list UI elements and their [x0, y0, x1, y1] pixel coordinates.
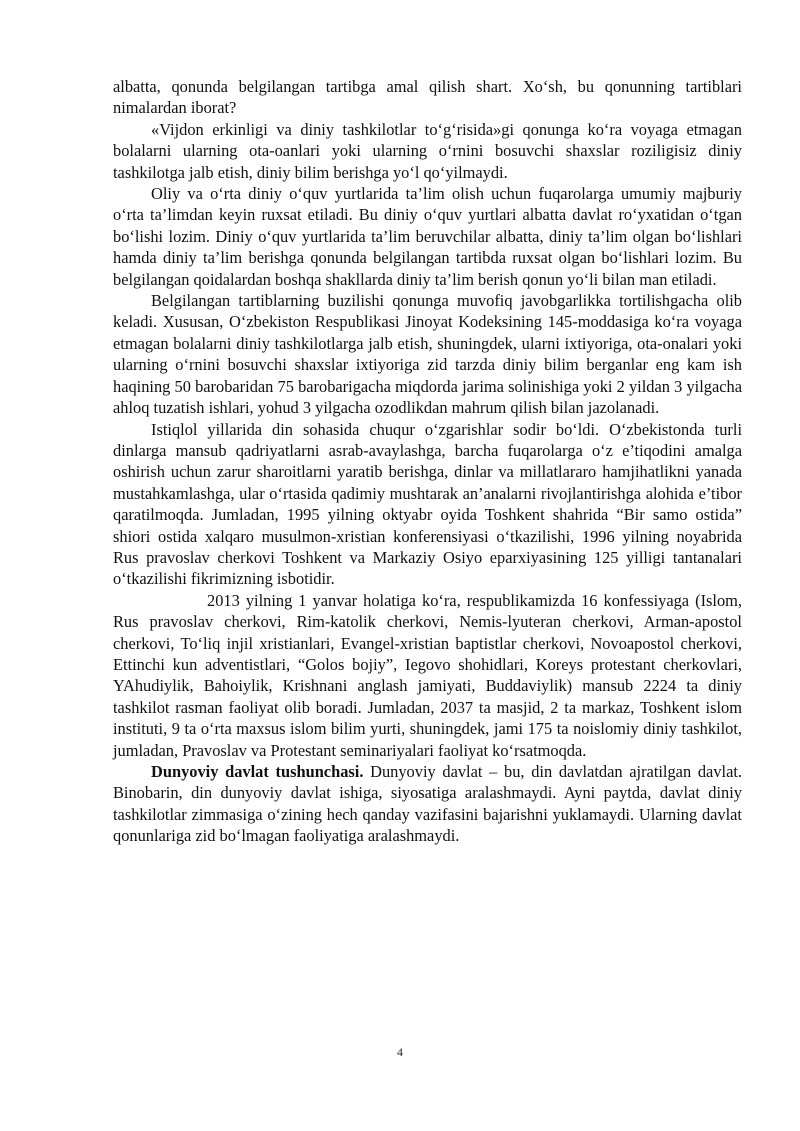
page-number: 4 [397, 1045, 403, 1059]
paragraph-secular-state [113, 761, 742, 847]
paragraph-law-quote: «Vijdon erkinligi va diniy tashkilotlar to‘g‘risida»gi qonunga ko‘ra voyaga etmagan bolalarni ularning ota-oanlari yoki ularning o‘rnini bosuvchi shaxslar roziligisiz diniy tashkilotga jalb etish, diniy bilim berishga yo‘l qo‘yilmaydi. [113, 119, 742, 182]
paragraph-religious-education: Oliy va o‘rta diniy o‘quv yurtlarida ta’lim olish uchun fuqarolarga umumiy majburiy o‘rta ta’limdan keyin ruxsat etiladi. Bu diniy o‘quv yurtlari albatta davlat ro‘yxatidan o‘tgan bo‘lishi lozim. Diniy o‘quv yurtlarida ta’lim beruvchilar albatta, diniy ta’lim olgan bo‘lishlari hamda diniy ta’lim berishga qonunda belgilangan tartibda ruxsat olgan bo‘lishlari lozim. Bu belgilangan qoidalardan boshqa shakllarda diniy ta’lim berish qonun yo‘li bilan man etiladi. [113, 184, 742, 289]
paragraph-liability: Belgilangan tartiblarning buzilishi qonunga muvofiq javobgarlikka tortilishgacha olib keladi. Xususan, O‘zbekiston Respublikasi Jinoyat Kodeksining 145-moddasiga ko‘ra voyaga etmagan bolalarni diniy tashkilotlarga jalb etish, shuningdek, ularni ixtiyoriga, ota-onalari yoki ularning o‘rnini bosuvchi shaxslar ixtiyoriga zid tarzda diniy bilim berganlar eng kam ish haqining 50 barobaridan 75 barobarigacha miqdorda jarima solinishiga yoki 2 yildan 3 yilgacha ahloq tuzatish ishlari, yohud 3 yilgacha ozodlikdan mahrum qilish bilan jazolanadi. [113, 291, 742, 418]
paragraph-continuation: albatta, qonunda belgilangan tartibga amal qilish shart. Xo‘sh, bu qonunning tartiblari nimalardan iborat? [113, 77, 742, 118]
definition-text: Dunyoviy davlat – bu, din davlatdan ajratilgan davlat. Binobarin, din dunyoviy davlat ishiga, siyosatiga aralashmaydi. Ayni paytda, davlat diniy tashkilotlar zimmasiga o‘zining hech qanday vazifasini bajarishni yuklamaydi. Ularning davlat qonunlariga zid bo‘lmagan faoliyatiga aralashmaydi. [113, 762, 742, 846]
paragraph-confessions: 2013 yilning 1 yanvar holatiga ko‘ra, respublikamizda 16 konfessiyaga (Islom, Rus pravoslav cherkovi, Rim-katolik cherkovi, Nemis-lyuteran cherkovi, Arman-apostol cherkovi, To‘liq injil xristianlari, Evangel-xristian baptistlar cherkovi, Novoapostol cherkovi, Ettinchi kun adventistlari, “Golos bojiy”, Iegovo shohidlari, Koreys protestant cherkovlari, YAhudiylik, Bahoiylik, Krishnani anglash jamiyati, Buddaviylik) mansub 2224 ta diniy tashkilot rasman faoliyat olib boradi. Jumladan, 2037 ta masjid, 2 ta markaz, Toshkent islom instituti, 9 ta o‘rta maxsus islom bilim yurti, shuningdek, jami 175 ta noislomiy diniy tashkilot, jumladan, Pravoslav va Protestant seminariyalari faoliyat ko‘rsatmoqda. [113, 590, 742, 760]
document-body [113, 76, 742, 847]
paragraph-independence-years: Istiqlol yillarida din sohasida chuqur o‘zgarishlar sodir bo‘ldi. O‘zbekistonda turli dinlarga mansub qadriyatlarni asrab-avaylashga, barcha fuqarolarga o‘z e’tiqodini amalga oshirish uchun zarur sharoitlarni yaratib berishga, dinlar va millatlararo hamjihatlikni yanada mustahkamlashga, ular o‘rtasida qadimiy mushtarak an’analarni rivojlantirishga alohida e’tibor qaratilmoqda. Jumladan, 1995 yilning oktyabr oyida Toshkent shahrida “Bir samo ostida” shiori ostida xalqaro musulmon-xristian konferensiyasi o‘tkazilishi, 1996 yilning noyabrida Rus pravoslav cherkovi Toshkent va Markaziy Osiyo eparxiyasining 125 yilligi tantanalari o‘tkazilishi fikrimizning isbotidir. [113, 419, 742, 589]
definition-term: Dunyoviy davlat tushunchasi. [151, 762, 364, 781]
